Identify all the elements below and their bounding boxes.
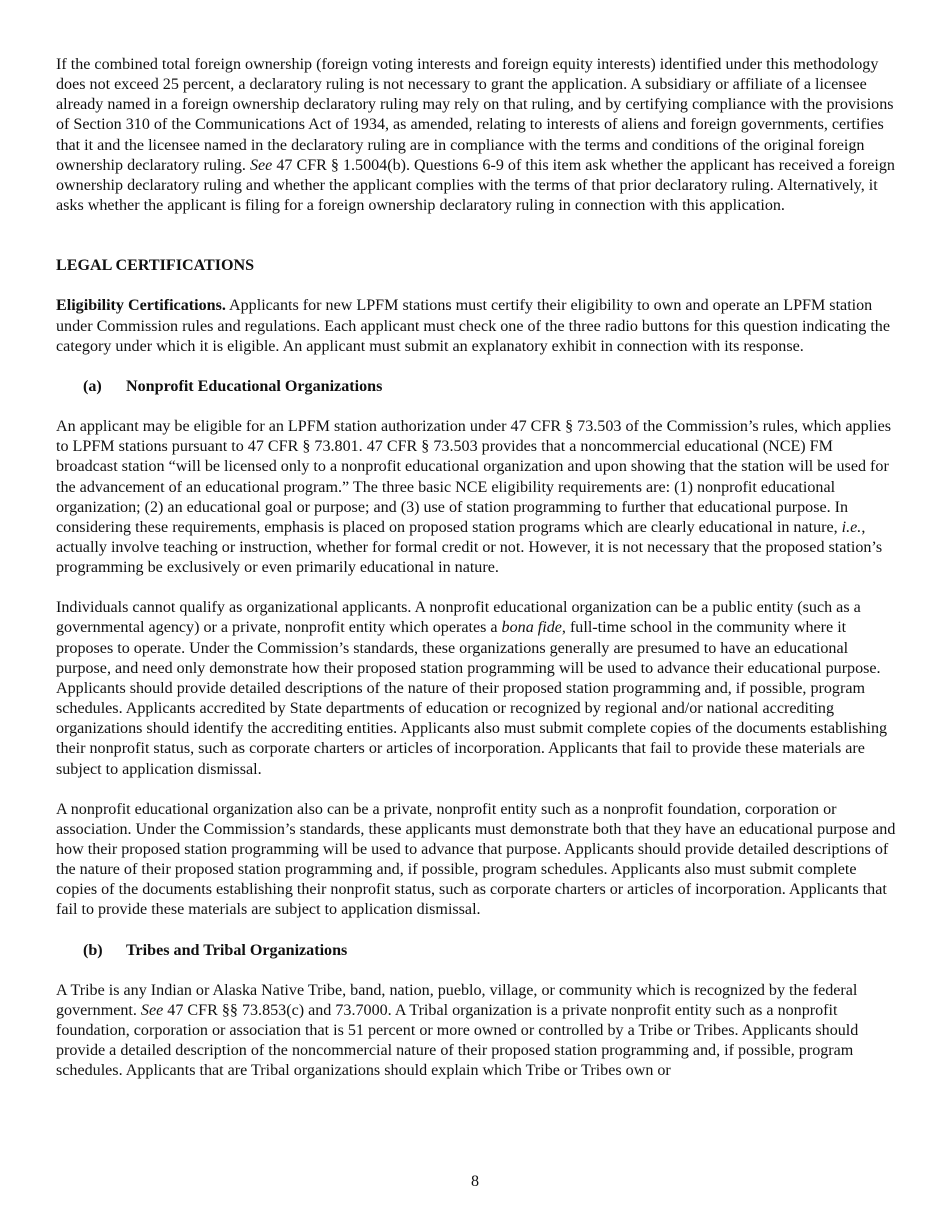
nce-text-2: , actually involve teaching or instruction, whether for formal credit or not. However, it is not necessary that the proposed station’s programming be exclusively or even primarily educational in nature. [56, 518, 883, 577]
private-nonprofit-paragraph: A nonprofit educational organization also can be a private, nonprofit entity such as a nonprofit foundation, corporation or association. Under the Commission’s standards, these applicants must demonstrate both that they have an educational purpose and how their proposed station programming will be used to advance that purpose. Applicants should provide detailed descriptions of the nature of their proposed station programming and, if possible, program schedules. Applicants also must submit complete copies of the documents establishing their nonprofit status, such as corporate charters or articles of incorporation. Applicants that fail to provide these materials are subject to application dismissal. [56, 800, 896, 919]
tribes-text-1: A Tribe is any Indian or Alaska Native Tribe, band, nation, pueblo, village, or community which is recognized by the federal government. [56, 981, 858, 1019]
intro-paragraph [56, 55, 896, 216]
section-heading-legal-certifications: LEGAL CERTIFICATIONS [56, 257, 255, 275]
tribes-see-citation: See [140, 1001, 164, 1019]
eligibility-paragraph [56, 296, 896, 356]
intro-text-2: 47 CFR § 1.5004(b). Questions 6-9 of this item ask whether the applicant has received a foreign ownership declaratory ruling and whether the applicant complies with the terms of that prior declaratory ruling. Alternatively, it asks whether the applicant is filing for a foreign ownership declaratory ruling in connection with this application. [56, 156, 895, 215]
subsection-b-label: (b) [83, 941, 103, 959]
subsection-a-heading [56, 377, 896, 397]
intro-text-1: If the combined total foreign ownership (foreign voting interests and foreign equity interests) identified under this methodology does not exceed 25 percent, a declaratory ruling is not necessary to grant the application. A subsidiary or affiliate of a licensee already named in a foreign ownership declaratory ruling may rely on that ruling, and by certifying compliance with the provisions of Section 310 of the Communications Act of 1934, as amended, relating to interests of aliens and foreign governments, certifies that it and the licensee named in the declaratory ruling are in compliance with the terms and conditions of the original foreign ownership declaratory ruling. [56, 56, 894, 174]
subsection-b-title: Tribes and Tribal Organizations [126, 941, 348, 959]
org-bona-fide: bona fide [501, 619, 562, 637]
document-page [56, 55, 896, 1102]
subsection-b-heading [56, 941, 896, 961]
subsection-a-label: (a) [83, 377, 102, 395]
nce-eligibility-paragraph [56, 417, 896, 578]
eligibility-text: Applicants for new LPFM stations must certify their eligibility to own and operate an LPFM station under Commission rules and regulations. Each applicant must check one of the three radio buttons for this question indicating the category under which it is eligible. An applicant must submit an explanatory exhibit in connection with its response. [56, 297, 890, 355]
tribes-text-2: 47 CFR §§ 73.853(c) and 73.7000. A Tribal organization is a private nonprofit entity such as a nonprofit foundation, corporation or association that is 51 percent or more owned or controlled by a Tribe or Tribes. Applicants should provide a detailed description of the noncommercial nature of their proposed station programming and, if possible, program schedules. Applicants that are Tribal organizations should explain which Tribe or Tribes own or [56, 1001, 859, 1080]
eligibility-lead: Eligibility Certifications. [56, 297, 226, 315]
org-text-1: Individuals cannot qualify as organizational applicants. A nonprofit educational organization can be a public entity (such as a governmental agency) or a private, nonprofit entity which operates a [56, 599, 861, 637]
nce-ie: i.e. [841, 518, 862, 536]
tribes-paragraph [56, 981, 896, 1082]
intro-see-citation: See [249, 156, 273, 174]
nce-text-1: An applicant may be eligible for an LPFM station authorization under 47 CFR § 73.503 of the Commission’s rules, which applies to LPFM stations pursuant to 47 CFR § 73.801. 47 CFR § 73.503 provides that a noncommercial educational (NCE) FM broadcast station “will be licensed only to a nonprofit educational organization and upon showing that the station will be used for the advancement of an educational program.” The three basic NCE eligibility requirements are: (1) nonprofit educational organization; (2) an educational goal or purpose; and (3) use of station programming to further that educational purpose. In considering these requirements, emphasis is placed on proposed station programs which are clearly educational in nature, [56, 418, 891, 536]
organizational-applicants-paragraph [56, 598, 896, 779]
page-number: 8 [470, 1173, 480, 1190]
subsection-a-title: Nonprofit Educational Organizations [126, 377, 383, 395]
org-text-2: , full-time school in the community where it proposes to operate. Under the Commission’s standards, these organizations generally are presumed to have an educational purpose, and need only demonstrate how their proposed station programming will be used to advance their educational purpose. Applicants should provide detailed descriptions of the nature of their proposed station programming and, if possible, program schedules. Applicants accredited by State departments of education or recognized by regional and/or national accrediting organizations should identify the accrediting entities. Applicants also must submit complete copies of the documents establishing their nonprofit status, such as corporate charters or articles of incorporation. Applicants that fail to provide these materials are subject to application dismissal. [56, 619, 888, 778]
